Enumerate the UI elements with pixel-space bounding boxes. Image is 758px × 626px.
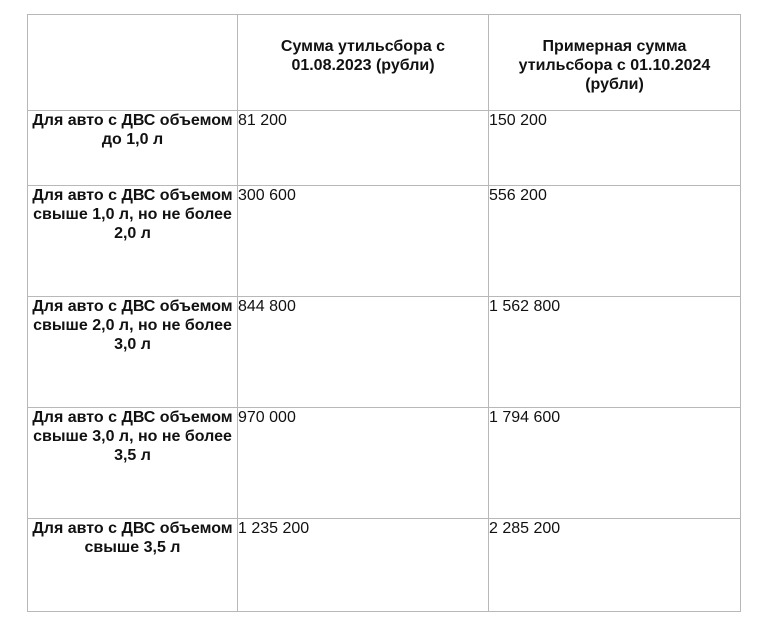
fee-2023-value: 1 235 200 <box>238 519 489 612</box>
row-label: Для авто с ДВС объемом свыше 2,0 л, но не более 3,0 л <box>28 297 238 408</box>
fee-2024-value: 1 562 800 <box>489 297 741 408</box>
header-fee-2024: Примерная сумма утильсбора с 01.10.2024 (рубли) <box>489 15 741 111</box>
fee-2023-value: 844 800 <box>238 297 489 408</box>
table-row <box>28 519 741 612</box>
fee-2023-value: 81 200 <box>238 111 489 186</box>
fee-2023-value: 300 600 <box>238 186 489 297</box>
table-row <box>28 408 741 519</box>
row-label: Для авто с ДВС объемом свыше 3,5 л <box>28 519 238 612</box>
recycling-fee-table <box>27 14 741 612</box>
fee-2024-value: 150 200 <box>489 111 741 186</box>
fee-2024-value: 556 200 <box>489 186 741 297</box>
fee-2023-value: 970 000 <box>238 408 489 519</box>
fee-2024-value: 1 794 600 <box>489 408 741 519</box>
row-label: Для авто с ДВС объемом свыше 3,0 л, но не более 3,5 л <box>28 408 238 519</box>
row-label: Для авто с ДВС объемом до 1,0 л <box>28 111 238 186</box>
table-header-row <box>28 15 741 111</box>
header-fee-2023: Сумма утильсбора с 01.08.2023 (рубли) <box>238 15 489 111</box>
table-row <box>28 186 741 297</box>
row-label: Для авто с ДВС объемом свыше 1,0 л, но не более 2,0 л <box>28 186 238 297</box>
table-row <box>28 297 741 408</box>
header-empty-cell <box>28 15 238 111</box>
fee-2024-value: 2 285 200 <box>489 519 741 612</box>
table-row <box>28 111 741 186</box>
